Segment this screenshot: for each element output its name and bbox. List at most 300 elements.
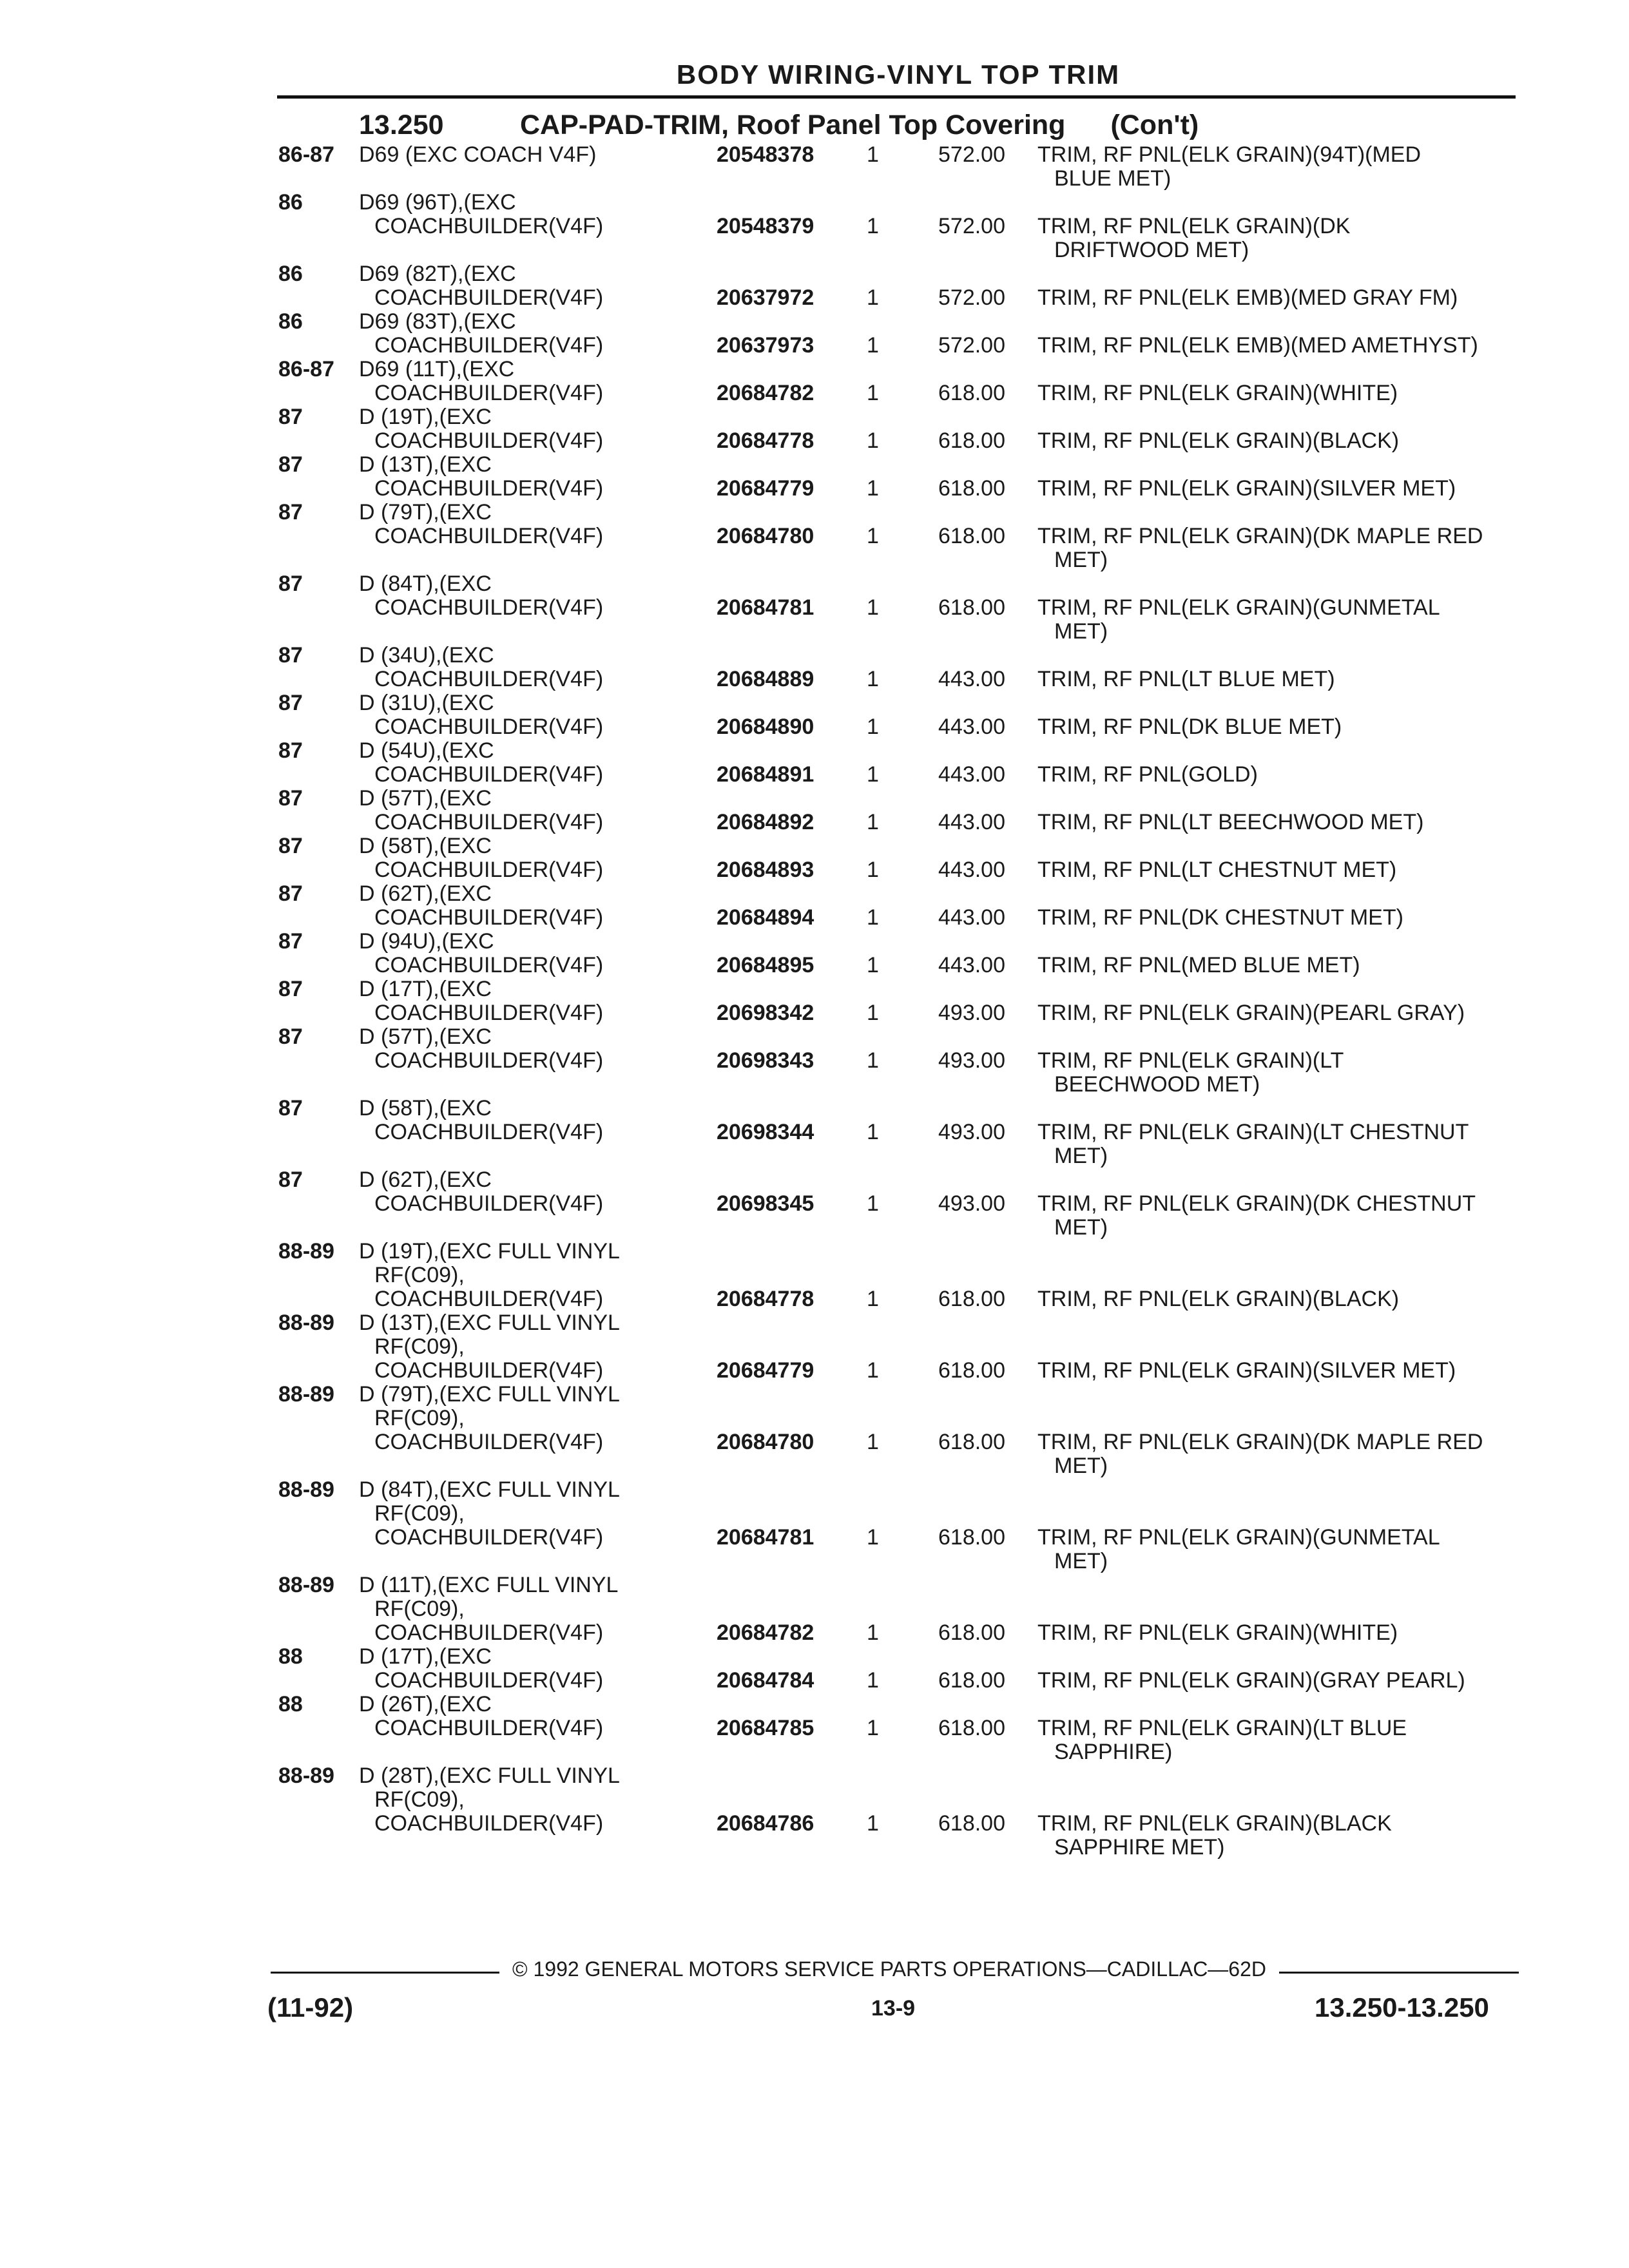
row-years: 88 (278, 1692, 303, 1716)
description-line: D (54U),(EXC (359, 738, 494, 763)
quantity: 1 (867, 858, 879, 882)
part-name (1037, 715, 1342, 739)
row-years: 87 (278, 643, 303, 668)
table-row (0, 358, 1629, 405)
price: 572.00 (938, 333, 1005, 358)
row-description (359, 787, 603, 834)
description-line: D (79T),(EXC FULL VINYL (359, 1382, 620, 1407)
price: 618.00 (938, 1668, 1005, 1693)
part-number: 20684778 (717, 1287, 815, 1311)
part-number: 20684893 (717, 858, 815, 882)
row-description (359, 358, 603, 405)
part-name (1037, 763, 1258, 787)
row-years: 87 (278, 1096, 303, 1120)
description-line: D (11T),(EXC FULL VINYL (359, 1573, 619, 1597)
price: 443.00 (938, 667, 1005, 691)
quantity: 1 (867, 1668, 879, 1693)
description-line: D (57T),(EXC (359, 1024, 492, 1049)
description-line: D69 (82T),(EXC (359, 262, 516, 286)
description-line: RF(C09), (374, 1406, 465, 1430)
row-description (359, 1764, 620, 1836)
quantity: 1 (867, 762, 879, 787)
part-name-line: SAPPHIRE) (1054, 1740, 1173, 1764)
part-name (1037, 215, 1350, 262)
part-name (1037, 1669, 1465, 1693)
description-line: D (19T),(EXC FULL VINYL (359, 1239, 620, 1264)
part-name-line: TRIM, RF PNL(ELK GRAIN)(LT CHESTNUT (1037, 1120, 1469, 1144)
table-row (0, 1693, 1629, 1764)
row-description (359, 143, 596, 167)
part-number: 20637972 (717, 285, 815, 310)
price: 443.00 (938, 715, 1005, 739)
description-line: COACHBUILDER(V4F) (374, 1811, 604, 1836)
part-name (1037, 906, 1403, 930)
price: 618.00 (938, 1287, 1005, 1311)
price: 443.00 (938, 858, 1005, 882)
row-description (359, 572, 603, 620)
price: 618.00 (938, 428, 1005, 453)
row-description (359, 1311, 620, 1383)
row-years: 88-89 (278, 1573, 334, 1597)
part-name (1037, 954, 1360, 977)
description-line: COACHBUILDER(V4F) (374, 762, 604, 787)
row-years: 87 (278, 834, 303, 858)
description-line: COACHBUILDER(V4F) (374, 285, 604, 310)
header-rule (277, 95, 1516, 99)
row-description (359, 1645, 603, 1693)
row-years: 87 (278, 738, 303, 763)
quantity: 1 (867, 1716, 879, 1740)
description-line: COACHBUILDER(V4F) (374, 476, 604, 501)
description-line: COACHBUILDER(V4F) (374, 1525, 604, 1550)
parts-list (0, 143, 1629, 1860)
part-number: 20684779 (717, 1358, 815, 1383)
table-row (0, 787, 1629, 834)
section-title: CAP-PAD-TRIM, Roof Panel Top Covering (520, 110, 1066, 140)
price: 493.00 (938, 1191, 1005, 1216)
description-line: COACHBUILDER(V4F) (374, 667, 604, 691)
table-row (0, 1383, 1629, 1478)
table-row (0, 882, 1629, 930)
row-years: 87 (278, 977, 303, 1001)
price: 618.00 (938, 381, 1005, 405)
row-description (359, 739, 603, 787)
quantity: 1 (867, 214, 879, 238)
price: 618.00 (938, 524, 1005, 548)
description-line: COACHBUILDER(V4F) (374, 1120, 604, 1144)
part-number: 20698345 (717, 1191, 815, 1216)
row-years: 86 (278, 309, 303, 334)
price: 572.00 (938, 285, 1005, 310)
quantity: 1 (867, 715, 879, 739)
table-row (0, 310, 1629, 358)
quantity: 1 (867, 1048, 879, 1073)
price: 443.00 (938, 762, 1005, 787)
table-row (0, 143, 1629, 191)
part-name (1037, 477, 1456, 501)
description-line: D (34U),(EXC (359, 643, 494, 668)
part-number: 20548379 (717, 214, 815, 238)
section-number: 13.250 (359, 110, 444, 140)
description-line: COACHBUILDER(V4F) (374, 1716, 604, 1740)
description-line: COACHBUILDER(V4F) (374, 1001, 604, 1025)
description-line: RF(C09), (374, 1501, 465, 1526)
description-line: D (31U),(EXC (359, 691, 494, 715)
part-number: 20548378 (717, 142, 815, 167)
price: 618.00 (938, 1620, 1005, 1645)
page-header (0, 59, 1629, 90)
row-years: 88-89 (278, 1311, 334, 1335)
table-row (0, 930, 1629, 977)
description-line: D (58T),(EXC (359, 1096, 492, 1120)
part-name-line: TRIM, RF PNL(ELK GRAIN)(DK MAPLE RED (1037, 1430, 1483, 1454)
part-name (1037, 1621, 1398, 1645)
quantity: 1 (867, 524, 879, 548)
quantity: 1 (867, 1120, 879, 1144)
description-line: COACHBUILDER(V4F) (374, 1358, 604, 1383)
table-row (0, 644, 1629, 691)
part-name-line: TRIM, RF PNL(ELK GRAIN)(BLACK) (1037, 1287, 1400, 1311)
row-years: 87 (278, 929, 303, 954)
row-description (359, 1573, 618, 1645)
part-name-line: TRIM, RF PNL(ELK GRAIN)(SILVER MET) (1037, 476, 1456, 501)
part-name-line: TRIM, RF PNL(ELK GRAIN)(DK (1037, 214, 1351, 238)
description-line: RF(C09), (374, 1334, 465, 1359)
price: 618.00 (938, 1358, 1005, 1383)
quantity: 1 (867, 142, 879, 167)
row-description (359, 262, 603, 310)
table-row (0, 1764, 1629, 1860)
price: 618.00 (938, 476, 1005, 501)
row-years: 87 (278, 452, 303, 477)
part-name-line: TRIM, RF PNL(LT BLUE MET) (1037, 667, 1335, 691)
part-name-line: MET) (1054, 548, 1108, 572)
row-description (359, 977, 603, 1025)
price: 572.00 (938, 214, 1005, 238)
description-line: COACHBUILDER(V4F) (374, 1191, 604, 1216)
table-row (0, 977, 1629, 1025)
part-name-line: TRIM, RF PNL(ELK GRAIN)(GRAY PEARL) (1037, 1668, 1465, 1693)
price: 618.00 (938, 1430, 1005, 1454)
description-line: D (28T),(EXC FULL VINYL (359, 1763, 620, 1788)
part-name (1037, 1430, 1483, 1478)
part-number: 20684894 (717, 905, 815, 930)
part-number: 20698343 (717, 1048, 815, 1073)
part-name-line: TRIM, RF PNL(ELK EMB)(MED GRAY FM) (1037, 285, 1458, 310)
description-line: COACHBUILDER(V4F) (374, 333, 604, 358)
part-name (1037, 1192, 1476, 1240)
quantity: 1 (867, 381, 879, 405)
part-name (1037, 143, 1421, 191)
part-name-line: TRIM, RF PNL(ELK GRAIN)(BLACK) (1037, 428, 1400, 453)
part-number: 20684785 (717, 1716, 815, 1740)
part-name-line: TRIM, RF PNL(ELK GRAIN)(GUNMETAL (1037, 1525, 1440, 1550)
table-row (0, 501, 1629, 572)
row-years: 88-89 (278, 1239, 334, 1264)
table-row (0, 1311, 1629, 1383)
row-description (359, 405, 603, 453)
quantity: 1 (867, 428, 879, 453)
part-name-line: SAPPHIRE MET) (1054, 1835, 1225, 1860)
part-name-line: TRIM, RF PNL(ELK GRAIN)(LT BLUE (1037, 1716, 1407, 1740)
quantity: 1 (867, 1001, 879, 1025)
description-line: D (13T),(EXC FULL VINYL (359, 1311, 620, 1335)
description-line: D (17T),(EXC (359, 977, 492, 1001)
table-row (0, 1168, 1629, 1240)
description-line: D (62T),(EXC (359, 1168, 492, 1192)
description-line: COACHBUILDER(V4F) (374, 858, 604, 882)
description-line: D (19T),(EXC (359, 405, 492, 429)
price: 618.00 (938, 595, 1005, 620)
footer-copyright: © 1992 GENERAL MOTORS SERVICE PARTS OPERATIONS—CADILLAC—62D (512, 1957, 1266, 1981)
row-years: 87 (278, 572, 303, 596)
part-name-line: MET) (1054, 619, 1108, 644)
footer-rule-left (271, 1972, 499, 1974)
section-heading (359, 110, 1199, 141)
part-name-line: TRIM, RF PNL(DK CHESTNUT MET) (1037, 905, 1403, 930)
part-name-line: MET) (1054, 1144, 1108, 1168)
footer-section-range: 13.250-13.250 (1315, 1992, 1489, 2023)
part-name-line: TRIM, RF PNL(ELK GRAIN)(DK CHESTNUT (1037, 1191, 1476, 1216)
row-years: 87 (278, 691, 303, 715)
part-number: 20637973 (717, 333, 815, 358)
part-name (1037, 1001, 1465, 1025)
part-number: 20684782 (717, 381, 815, 405)
part-name-line: TRIM, RF PNL(DK BLUE MET) (1037, 715, 1342, 739)
row-years: 86 (278, 190, 303, 215)
part-name-line: TRIM, RF PNL(ELK EMB)(MED AMETHYST) (1037, 333, 1478, 358)
footer-rule-right (1279, 1972, 1519, 1974)
row-description (359, 1693, 603, 1740)
quantity: 1 (867, 1430, 879, 1454)
part-number: 20698342 (717, 1001, 815, 1025)
price: 443.00 (938, 953, 1005, 977)
description-line: COACHBUILDER(V4F) (374, 1430, 604, 1454)
table-row (0, 453, 1629, 501)
row-years: 88-89 (278, 1763, 334, 1788)
row-years: 88-89 (278, 1477, 334, 1502)
part-number: 20684786 (717, 1811, 815, 1836)
description-line: COACHBUILDER(V4F) (374, 214, 604, 238)
price: 493.00 (938, 1001, 1005, 1025)
part-name (1037, 1049, 1344, 1097)
row-years: 86-87 (278, 357, 334, 381)
footer-date: (11-92) (267, 1992, 354, 2023)
table-row (0, 834, 1629, 882)
description-line: COACHBUILDER(V4F) (374, 1620, 604, 1645)
part-number: 20684778 (717, 428, 815, 453)
row-years: 87 (278, 405, 303, 429)
row-description (359, 1478, 620, 1550)
part-number: 20698344 (717, 1120, 815, 1144)
description-line: COACHBUILDER(V4F) (374, 1287, 604, 1311)
description-line: D (26T),(EXC (359, 1692, 492, 1716)
row-description (359, 191, 603, 238)
description-line: COACHBUILDER(V4F) (374, 381, 604, 405)
row-description (359, 882, 603, 930)
part-name (1037, 668, 1335, 691)
description-line: D (58T),(EXC (359, 834, 492, 858)
part-name-line: TRIM, RF PNL(ELK GRAIN)(PEARL GRAY) (1037, 1001, 1465, 1025)
row-description (359, 1168, 603, 1216)
price: 443.00 (938, 810, 1005, 834)
part-name-line: BEECHWOOD MET) (1054, 1072, 1260, 1097)
table-row (0, 572, 1629, 644)
table-row (0, 691, 1629, 739)
part-name (1037, 381, 1398, 405)
row-description (359, 644, 603, 691)
description-line: COACHBUILDER(V4F) (374, 524, 604, 548)
part-number: 20684895 (717, 953, 815, 977)
table-row (0, 262, 1629, 310)
section-cont: (Con't) (1110, 110, 1199, 140)
quantity: 1 (867, 1811, 879, 1836)
table-row (0, 191, 1629, 262)
quantity: 1 (867, 810, 879, 834)
row-description (359, 834, 603, 882)
part-name (1037, 858, 1396, 882)
part-number: 20684781 (717, 595, 815, 620)
description-line: D69 (11T),(EXC (359, 357, 515, 381)
price: 493.00 (938, 1120, 1005, 1144)
description-line: COACHBUILDER(V4F) (374, 715, 604, 739)
description-line: COACHBUILDER(V4F) (374, 905, 604, 930)
part-name-line: BLUE MET) (1054, 166, 1171, 191)
part-name (1037, 811, 1423, 834)
part-number: 20684781 (717, 1525, 815, 1550)
quantity: 1 (867, 285, 879, 310)
description-line: D (57T),(EXC (359, 786, 492, 811)
part-name-line: TRIM, RF PNL(ELK GRAIN)(GUNMETAL (1037, 595, 1440, 620)
price: 493.00 (938, 1048, 1005, 1073)
row-description (359, 1383, 620, 1454)
table-row (0, 1478, 1629, 1573)
part-name-line: TRIM, RF PNL(ELK GRAIN)(WHITE) (1037, 1620, 1398, 1645)
price: 443.00 (938, 905, 1005, 930)
description-line: D (84T),(EXC (359, 572, 492, 596)
description-line: D (17T),(EXC (359, 1644, 492, 1669)
table-row (0, 739, 1629, 787)
row-description (359, 310, 603, 358)
part-name-line: TRIM, RF PNL(ELK GRAIN)(DK MAPLE RED (1037, 524, 1483, 548)
part-name (1037, 1120, 1469, 1168)
description-line: COACHBUILDER(V4F) (374, 1668, 604, 1693)
description-line: RF(C09), (374, 1787, 465, 1812)
quantity: 1 (867, 953, 879, 977)
row-years: 86-87 (278, 142, 334, 167)
part-name-line: TRIM, RF PNL(ELK GRAIN)(WHITE) (1037, 381, 1398, 405)
part-number: 20684780 (717, 1430, 815, 1454)
part-name (1037, 1526, 1440, 1573)
quantity: 1 (867, 1191, 879, 1216)
table-row (0, 1645, 1629, 1693)
part-number: 20684892 (717, 810, 815, 834)
table-row (0, 405, 1629, 453)
price: 618.00 (938, 1811, 1005, 1836)
row-description (359, 501, 603, 548)
description-line: D69 (96T),(EXC (359, 190, 516, 215)
part-name (1037, 1716, 1407, 1764)
table-row (0, 1097, 1629, 1168)
part-name-line: MET) (1054, 1549, 1108, 1573)
row-years: 87 (278, 1024, 303, 1049)
row-description (359, 1025, 603, 1073)
part-name-line: TRIM, RF PNL(GOLD) (1037, 762, 1258, 787)
part-name-line: TRIM, RF PNL(LT CHESTNUT MET) (1037, 858, 1397, 882)
table-row (0, 1025, 1629, 1097)
price: 618.00 (938, 1716, 1005, 1740)
description-line: RF(C09), (374, 1263, 465, 1287)
part-number: 20684784 (717, 1668, 815, 1693)
part-number: 20684779 (717, 476, 815, 501)
part-number: 20684890 (717, 715, 815, 739)
description-line: COACHBUILDER(V4F) (374, 595, 604, 620)
row-years: 87 (278, 881, 303, 906)
part-name-line: DRIFTWOOD MET) (1054, 238, 1249, 262)
part-number: 20684891 (717, 762, 815, 787)
part-name (1037, 429, 1399, 453)
row-years: 86 (278, 262, 303, 286)
row-description (359, 930, 603, 977)
description-line: D (79T),(EXC (359, 500, 492, 524)
description-line: D (94U),(EXC (359, 929, 494, 954)
row-description (359, 691, 603, 739)
part-name (1037, 286, 1458, 310)
quantity: 1 (867, 476, 879, 501)
part-name (1037, 1287, 1399, 1311)
description-line: COACHBUILDER(V4F) (374, 1048, 604, 1073)
part-name-line: TRIM, RF PNL(LT BEECHWOOD MET) (1037, 810, 1424, 834)
row-description (359, 1240, 620, 1311)
row-years: 88 (278, 1644, 303, 1669)
row-years: 87 (278, 786, 303, 811)
part-name (1037, 596, 1440, 644)
part-name-line: TRIM, RF PNL(ELK GRAIN)(SILVER MET) (1037, 1358, 1456, 1383)
quantity: 1 (867, 1525, 879, 1550)
quantity: 1 (867, 1358, 879, 1383)
part-number: 20684889 (717, 667, 815, 691)
part-name (1037, 524, 1483, 572)
description-line: D69 (83T),(EXC (359, 309, 516, 334)
row-description (359, 453, 603, 501)
description-line: D (13T),(EXC (359, 452, 492, 477)
part-name-line: TRIM, RF PNL(ELK GRAIN)(94T)(MED (1037, 142, 1422, 167)
row-years: 87 (278, 500, 303, 524)
description-line: COACHBUILDER(V4F) (374, 810, 604, 834)
part-number: 20684780 (717, 524, 815, 548)
price: 572.00 (938, 142, 1005, 167)
part-name (1037, 334, 1478, 358)
quantity: 1 (867, 333, 879, 358)
quantity: 1 (867, 1620, 879, 1645)
quantity: 1 (867, 905, 879, 930)
part-name-line: TRIM, RF PNL(ELK GRAIN)(BLACK (1037, 1811, 1392, 1836)
row-years: 88-89 (278, 1382, 334, 1407)
description-line: RF(C09), (374, 1597, 465, 1621)
description-line: D69 (EXC COACH V4F) (359, 142, 597, 167)
description-line: COACHBUILDER(V4F) (374, 428, 604, 453)
part-number: 20684782 (717, 1620, 815, 1645)
table-row (0, 1573, 1629, 1645)
description-line: COACHBUILDER(V4F) (374, 953, 604, 977)
part-name-line: MET) (1054, 1215, 1108, 1240)
price: 618.00 (938, 1525, 1005, 1550)
quantity: 1 (867, 595, 879, 620)
quantity: 1 (867, 1287, 879, 1311)
table-row (0, 1240, 1629, 1311)
part-name-line: TRIM, RF PNL(MED BLUE MET) (1037, 953, 1360, 977)
row-years: 87 (278, 1168, 303, 1192)
